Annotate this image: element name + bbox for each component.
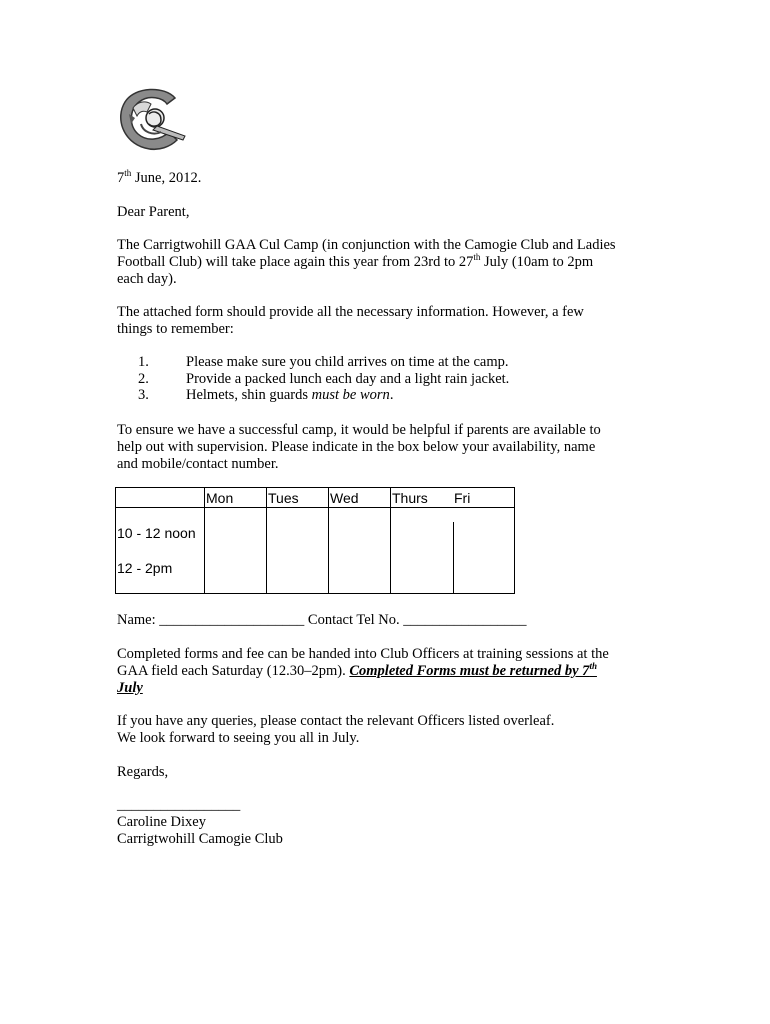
day-header-mon: Mon: [206, 490, 234, 506]
signature-line: _________________: [117, 797, 241, 813]
contact-line: Name: ____________________ Contact Tel No. _________________: [117, 612, 527, 628]
paragraph-completed-forms: Completed forms and fee can be handed into Club Officers at training sessions at the GAA field each Saturday (12.30–2pm). Completed Forms must be returned by 7th July: [117, 646, 609, 696]
camogie-logo: [113, 84, 193, 152]
list-item: 2. Provide a packed lunch each day and a light rain jacket.: [138, 370, 510, 387]
day-header-wed: Wed: [330, 490, 359, 506]
paragraph-attached-form: The attached form should provide all the necessary information. However, a few things to remember:: [117, 304, 584, 337]
slot-afternoon: 12 - 2pm: [117, 560, 173, 576]
list-item: 1. Please make sure you child arrives on time at the camp.: [138, 354, 509, 370]
paragraph-supervision: To ensure we have a successful camp, it would be helpful if parents are available to help out with supervision. Please indicate in the box below your availability, name and mobile/contact number.: [117, 422, 601, 472]
greeting: Dear Parent,: [117, 204, 190, 220]
tel-field[interactable]: _________________: [403, 612, 527, 628]
slot-morning: 10 - 12 noon: [117, 525, 196, 541]
list-item: 3. Helmets, shin guards must be worn.: [138, 387, 394, 404]
name-field[interactable]: ____________________: [159, 612, 305, 628]
signatory-name: Caroline Dixey: [117, 814, 206, 830]
letter-date: 7th June, 2012.: [117, 168, 202, 186]
signature-block: [117, 797, 662, 848]
reminder-list: [138, 354, 509, 404]
paragraph-camp-intro: The Carrigtwohill GAA Cul Camp (in conjunction with the Camogie Club and Ladies Football Club) will take place again this year from 23rd to 27th July (10am to 2pm each day).: [117, 237, 616, 287]
day-header-thurs: Thurs: [392, 490, 428, 506]
signatory-org: Carrigtwohill Camogie Club: [117, 831, 283, 847]
closing: Regards,: [117, 764, 169, 780]
day-header-fri: Fri: [454, 490, 471, 506]
day-header-tues: Tues: [268, 490, 299, 506]
paragraph-queries: If you have any queries, please contact the relevant Officers listed overleaf. We look forward to seeing you all in July.: [117, 713, 555, 746]
